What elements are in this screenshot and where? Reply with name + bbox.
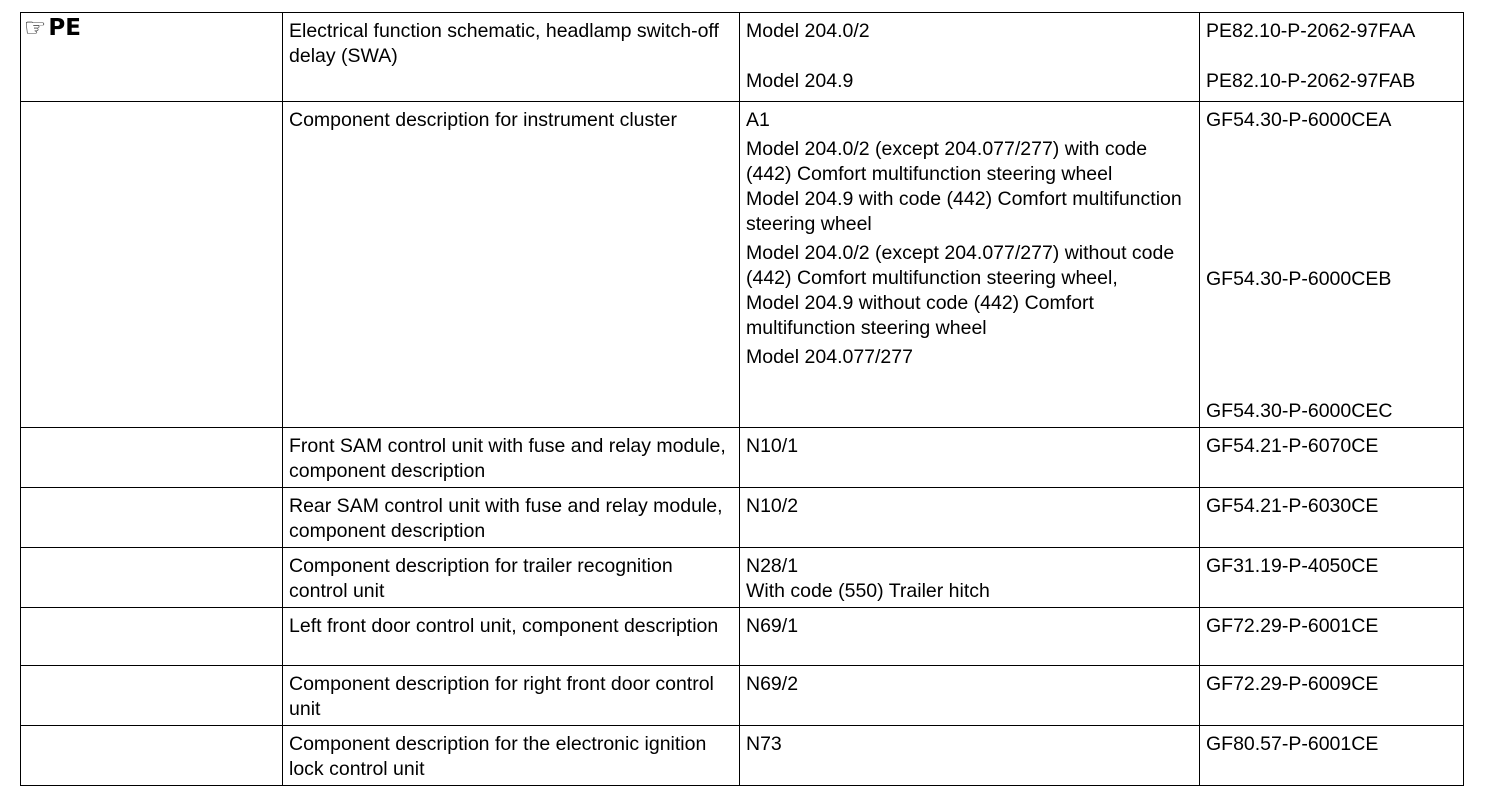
marker-cell xyxy=(21,666,283,726)
description-cell: Electrical function schematic, headlamp switch-off delay (SWA) xyxy=(283,13,740,102)
table-row xyxy=(21,102,1464,428)
description-cell: Component description for the electronic ignition lock control unit xyxy=(283,726,740,786)
marker-cell xyxy=(21,488,283,548)
item-text: Model 204.9 without code (442) Comfort multifunction steering wheel xyxy=(746,292,1094,339)
code-cell: GF31.19-P-4050CE xyxy=(1200,548,1464,608)
pointing-hand-icon: ☞ xyxy=(24,13,47,42)
item-cell: N73 xyxy=(740,726,1200,786)
item-cell xyxy=(740,13,1200,102)
description-cell: Rear SAM control unit with fuse and relay module, component description xyxy=(283,488,740,548)
description-cell: Component description for instrument cluster xyxy=(283,102,740,428)
pe-label: PE xyxy=(48,15,81,41)
marker-cell xyxy=(21,13,283,102)
code-cell xyxy=(1200,13,1464,102)
table-row xyxy=(21,726,1464,786)
code-cell: GF54.21-P-6070CE xyxy=(1200,428,1464,488)
description-cell: Component description for trailer recognition control unit xyxy=(283,548,740,608)
table-row xyxy=(21,13,1464,102)
item-text: Model 204.9 with code (442) Comfort multifunction steering wheel xyxy=(746,188,1182,235)
description-cell: Left front door control unit, component description xyxy=(283,608,740,666)
item-text: With code (550) Trailer hitch xyxy=(746,580,990,602)
description-cell: Front SAM control unit with fuse and relay module, component description xyxy=(283,428,740,488)
item-text: A1 xyxy=(746,109,770,131)
item-cell xyxy=(740,548,1200,608)
pe-marker xyxy=(24,13,276,42)
item-text: Model 204.0/2 xyxy=(746,20,870,42)
table-row xyxy=(21,666,1464,726)
reference-table xyxy=(20,12,1464,786)
table-row xyxy=(21,428,1464,488)
item-cell: N69/2 xyxy=(740,666,1200,726)
document-code: PE82.10-P-2062-97FAB xyxy=(1206,70,1416,92)
table-row xyxy=(21,548,1464,608)
item-cell: N10/1 xyxy=(740,428,1200,488)
document-code: PE82.10-P-2062-97FAA xyxy=(1206,20,1416,42)
item-text: Model 204.077/277 xyxy=(746,346,913,368)
item-cell: N10/2 xyxy=(740,488,1200,548)
code-cell: GF54.21-P-6030CE xyxy=(1200,488,1464,548)
item-text: Model 204.0/2 (except 204.077/277) with code (442) Comfort multifunction steering wheel xyxy=(746,138,1148,185)
code-cell xyxy=(1200,102,1464,428)
marker-cell xyxy=(21,726,283,786)
document-code: GF54.30-P-6000CEA xyxy=(1206,109,1392,131)
code-cell: GF72.29-P-6009CE xyxy=(1200,666,1464,726)
document-code: GF54.30-P-6000CEB xyxy=(1206,268,1392,290)
item-text: Model 204.9 xyxy=(746,70,854,92)
code-cell: GF72.29-P-6001CE xyxy=(1200,608,1464,666)
code-cell: GF80.57-P-6001CE xyxy=(1200,726,1464,786)
document-code: GF54.30-P-6000CEC xyxy=(1206,400,1393,422)
table-row xyxy=(21,488,1464,548)
item-cell: N69/1 xyxy=(740,608,1200,666)
marker-cell xyxy=(21,102,283,428)
marker-cell xyxy=(21,608,283,666)
table-row xyxy=(21,608,1464,666)
description-cell: Component description for right front door control unit xyxy=(283,666,740,726)
item-text: N28/1 xyxy=(746,555,799,577)
item-cell xyxy=(740,102,1200,428)
item-text: Model 204.0/2 (except 204.077/277) without code (442) Comfort multifunction steering wheel, xyxy=(746,242,1175,289)
marker-cell xyxy=(21,428,283,488)
marker-cell xyxy=(21,548,283,608)
